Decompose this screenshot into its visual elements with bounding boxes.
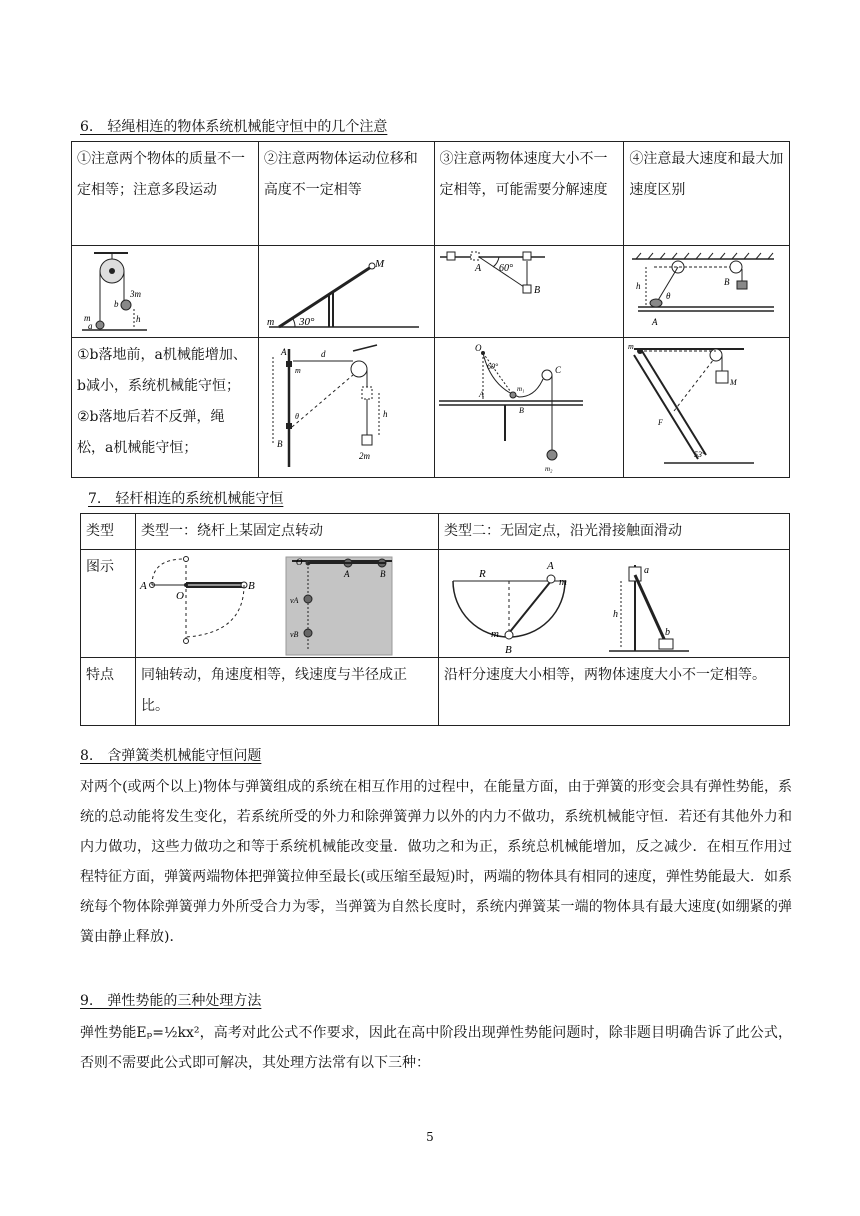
label-60: 60°: [498, 262, 513, 274]
label-m-bottom: m: [491, 627, 499, 640]
type-2: 类型二：无固定点，沿光滑接触面滑动: [439, 514, 790, 550]
label-R: R: [479, 567, 486, 580]
label-b: b: [114, 298, 119, 309]
page-number: 5: [426, 1130, 434, 1144]
label-C: C: [554, 364, 561, 375]
detail-line-1: ①b落地前，a机械能增加、: [77, 347, 247, 363]
label-B: B: [724, 276, 730, 287]
figure-ceiling-pulley: [624, 246, 790, 338]
label-m: m: [84, 312, 91, 323]
row-label-figure: 图示: [81, 550, 136, 658]
label-A: A: [344, 568, 350, 579]
label-O: O: [474, 342, 482, 353]
section-8-body: 对两个(或两个以上)物体与弹簧组成的系统在相互作用的过程中，在能量方面，由于弹簧的形变会具有弹性势能，系统的总动能将发生变化，若系统所受的外力和除弹簧弹力以外的内力不做功，系统机械能守恒．若还有其他外力和内力做功，这些力做功之和等于系统机械能改变量．做功之和为正，系统总机械能增加，反之减少．在相互作用过程特征方面，弹簧两端物体把弹簧拉伸至最长(或压缩至最短)时，两端的物体具有相同的速度，弹性势能最大．如系统每个物体除弹簧弹力外所受合力为零，当弹簧为自然长度时，系统内弹簧某一端的物体具有最大速度(如绷紧的弹簧由静止释放)．: [80, 779, 792, 945]
label-A: A: [547, 559, 554, 572]
section-8-heading: 8. 含弹簧类机械能守恒问题: [80, 748, 262, 764]
detail-line-2: b减小，系统机械能守恒；: [77, 378, 240, 394]
label-M: M: [730, 377, 738, 387]
label-M: M: [374, 257, 384, 270]
label-B: B: [518, 405, 524, 415]
note-3: ③注意两物体速度大小不一定相等，可能需要分解速度: [434, 142, 624, 246]
note-1: ①注意两个物体的质量不一定相等；注意多段运动: [72, 142, 259, 246]
label-A: A: [474, 262, 481, 274]
label-h: h: [636, 280, 641, 291]
label-m: m: [628, 341, 635, 351]
label-60: 60°: [486, 361, 498, 371]
label-h: h: [136, 313, 141, 324]
label-F: F: [658, 417, 664, 427]
label-A: A: [280, 346, 287, 357]
label-B: B: [505, 643, 512, 656]
figures-type-1: [136, 550, 439, 658]
label-2m: 2m: [358, 450, 370, 461]
section-9-heading: 9. 弹性势能的三种处理方法: [80, 993, 262, 1009]
figure-bowl-pulley: [434, 338, 624, 478]
label-O: O: [296, 556, 303, 567]
label-h: h: [382, 408, 388, 419]
feature-2: 沿杆分速度大小相等，两物体速度大小不一定相等。: [439, 658, 790, 726]
label-B: B: [533, 284, 540, 296]
label-A: A: [140, 579, 147, 592]
label-vA: vA: [290, 595, 299, 605]
label-A: A: [478, 389, 484, 399]
label-O: O: [176, 589, 184, 602]
detail-line-3: ②b落地后若不反弹，绳: [77, 409, 225, 425]
figure-pole-pulley: [258, 338, 434, 478]
label-m: m: [294, 365, 301, 375]
figure-rail-53: [624, 338, 790, 478]
notes-detail: [72, 338, 259, 478]
label-theta: θ: [294, 411, 299, 421]
feature-1: 同轴转动，角速度相等，线速度与半径成正比。: [136, 658, 439, 726]
label-B: B: [380, 568, 386, 579]
label-m: m: [266, 316, 275, 328]
section-6-heading: 6. 轻绳相连的物体系统机械能守恒中的几个注意: [80, 119, 388, 135]
rod-system-table: [80, 513, 790, 726]
label-b: b: [665, 626, 670, 638]
label-B: B: [276, 438, 283, 449]
label-A: A: [652, 316, 658, 327]
note-2: ②注意两物体运动位移和高度不一定相等: [258, 142, 434, 246]
label-a: a: [88, 320, 93, 331]
row-label-feature: 特点: [81, 658, 136, 726]
label-theta: θ: [666, 290, 671, 301]
row-label-type: 类型: [81, 514, 136, 550]
note-4: ④注意最大速度和最大加速度区别: [624, 142, 790, 246]
type-1: 类型一：绕杆上某固定点转动: [136, 514, 439, 550]
section-9-body: 弹性势能Eₚ=½kx²，高考对此公式不作要求，因此在高中阶段出现弹性势能问题时，除非题目明确告诉了此公式，否则不需要此公式即可解决，其处理方法常有以下三种：: [80, 1025, 792, 1071]
label-m-top: m: [559, 575, 567, 588]
figure-pulley-atwood: [72, 246, 259, 338]
label-53: 53°: [694, 449, 706, 459]
label-d: d: [320, 348, 326, 359]
detail-line-4: 松，a机械能守恒；: [77, 440, 198, 456]
label-h: h: [613, 608, 618, 620]
label-m1: m₁: [516, 384, 525, 393]
section-7-heading: 7. 轻杆相连的系统机械能守恒: [88, 491, 284, 507]
figures-type-2: [439, 550, 790, 658]
label-B: B: [248, 579, 255, 592]
label-a: a: [644, 564, 649, 576]
label-30: 30°: [298, 315, 315, 328]
label-3m: 3m: [130, 288, 141, 299]
label-m2: m₂: [544, 464, 553, 473]
figure-rod-60: [434, 246, 624, 338]
rope-system-table: [71, 141, 790, 478]
label-vB: vB: [290, 629, 299, 639]
figure-incline-pulley: [258, 246, 434, 338]
